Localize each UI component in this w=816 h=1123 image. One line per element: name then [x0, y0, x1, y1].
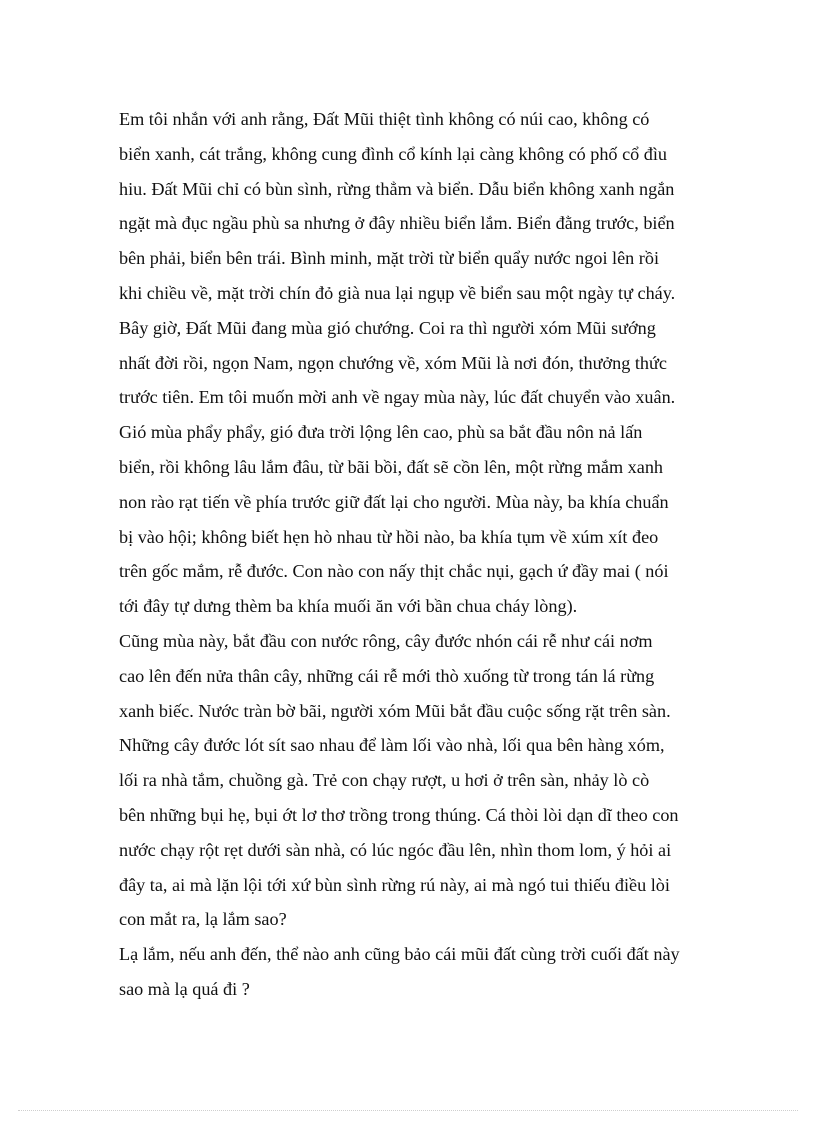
text-line: Gió mùa phẩy phẩy, gió đưa trời lộng lên cao, phù sa bắt đầu nôn nả lấn	[119, 422, 643, 443]
text-line: bên những bụi hẹ, bụi ớt lơ thơ trồng trong thúng. Cá thòi lòi dạn dĩ theo con	[119, 804, 679, 825]
text-line: nước chạy rột rẹt dưới sàn nhà, có lúc ngóc đầu lên, nhìn thom lom, ý hỏi ai	[119, 839, 672, 860]
text-line: đây ta, ai mà lặn lội tới xứ bùn sình rừng rú này, ai mà ngó tui thiếu điều lòi	[119, 874, 670, 895]
text-line: Những cây đước lót sít sao nhau để làm lối vào nhà, lối qua bên hàng xóm,	[119, 735, 665, 756]
text-line: trên gốc mắm, rễ đước. Con nào con nấy thịt chắc nụi, gạch ứ đầy mai ( nói	[119, 561, 669, 582]
text-line: hiu. Đất Mũi chỉ có bùn sình, rừng thẳm và biển. Dẫu biển không xanh ngắn	[119, 178, 675, 199]
text-line: con mắt ra, lạ lắm sao?	[119, 909, 287, 930]
text-line: bên phải, biển bên trái. Bình minh, mặt trời từ biển quẩy nước ngoi lên rồi	[119, 248, 660, 269]
document-body	[119, 102, 719, 1007]
text-line: Cũng mùa này, bắt đầu con nước rông, cây đước nhón cái rễ như cái nơm	[119, 630, 653, 651]
text-line: cao lên đến nửa thân cây, những cái rễ mới thò xuống từ trong tán lá rừng	[119, 665, 655, 686]
text-line: lối ra nhà tắm, chuồng gà. Trẻ con chạy rượt, u hơi ở trên sàn, nhảy lò cò	[119, 770, 650, 791]
text-line: ngặt mà đục ngầu phù sa nhưng ở đây nhiều biển lắm. Biển đằng trước, biển	[119, 213, 675, 234]
text-line: nhất đời rồi, ngọn Nam, ngọn chướng về, xóm Mũi là nơi đón, thưởng thức	[119, 352, 667, 373]
text-line: biển xanh, cát trắng, không cung đình cổ kính lại càng không có phố cổ đìu	[119, 143, 668, 164]
text-line: tới đây tự dưng thèm ba khía muối ăn với bần chua cháy lòng).	[119, 596, 578, 617]
text-line: Bây giờ, Đất Mũi đang mùa gió chướng. Coi ra thì người xóm Mũi sướng	[119, 317, 656, 338]
text-line: Em tôi nhắn với anh rằng, Đất Mũi thiệt tình không có núi cao, không có	[119, 109, 650, 129]
text-line: sao mà lạ quá đi ?	[119, 978, 250, 999]
text-line: bị vào hội; không biết hẹn hò nhau từ hồi nào, ba khía tụm về xúm xít đeo	[119, 526, 659, 547]
text-line: xanh biếc. Nước tràn bờ bãi, người xóm Mũi bắt đầu cuộc sống rặt trên sàn.	[119, 700, 671, 721]
text-line: non rào rạt tiến về phía trước giữ đất lại cho người. Mùa này, ba khía chuẩn	[119, 491, 669, 512]
footer-divider	[18, 1110, 798, 1111]
text-line: trước tiên. Em tôi muốn mời anh về ngay mùa này, lúc đất chuyển vào xuân.	[119, 387, 676, 408]
text-line: Lạ lắm, nếu anh đến, thể nào anh cũng bảo cái mũi đất cùng trời cuối đất này	[119, 944, 680, 965]
text-line: biển, rồi không lâu lắm đâu, từ bãi bồi, đất sẽ cồn lên, một rừng mắm xanh	[119, 456, 664, 477]
text-line: khi chiều về, mặt trời chín đỏ già nua lại ngụp về biển sau một ngày tự cháy.	[119, 282, 676, 303]
